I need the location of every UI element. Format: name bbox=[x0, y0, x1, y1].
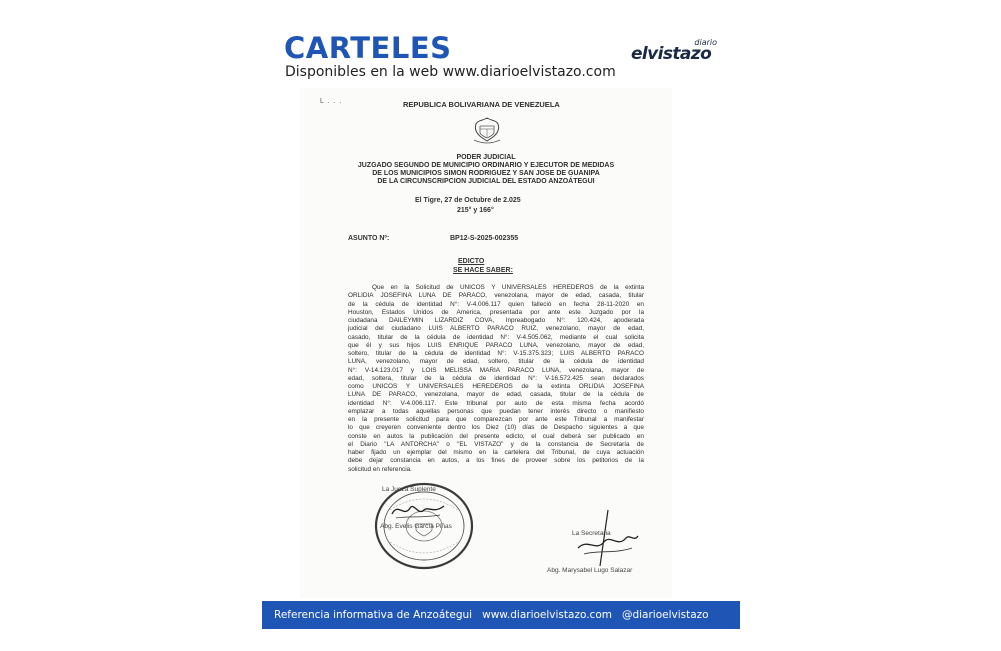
body-line: de la cédula de identidad N°: V-4.006.117 quien falleció en fecha 28-11-2020 en bbox=[348, 300, 644, 308]
scanned-edict-document bbox=[300, 88, 672, 598]
brand-title: CARTELES bbox=[284, 31, 452, 65]
hace-saber-heading: SE HACE SABER: bbox=[453, 267, 513, 274]
body-line: lo que creyeren conveniente dentro los Diez (10) días de Despacho siguientes a que bbox=[348, 424, 644, 432]
court-header-line: JUZGADO SEGUNDO DE MUNICIPIO ORDINARIO Y EJECUTOR DE MEDIDAS bbox=[357, 162, 615, 169]
court-header-line: PODER JUDICIAL bbox=[456, 154, 516, 161]
body-line: ciudadana DAILEYMIN LIZARDIZ COVA, Inpreabogado N°: 120.424, apoderada bbox=[348, 317, 644, 324]
edict-body bbox=[348, 284, 644, 474]
court-header-line: DE LOS MUNICIPIOS SIMON RODRIGUEZ Y SAN JOSE DE GUANIPA bbox=[372, 170, 600, 177]
court-header bbox=[300, 154, 672, 186]
footer-website-link[interactable]: www.diarioelvistazo.com bbox=[482, 609, 612, 621]
body-line: ORLIDIA JOSEFINA LUNA DE PARACO, venezolana, mayor de edad, casada, titular bbox=[348, 292, 644, 300]
judge-name: Abg. Evelis García Piñas bbox=[380, 523, 452, 530]
republic-heading: REPUBLICA BOLIVARIANA DE VENEZUELA bbox=[403, 100, 560, 109]
body-line: como UNICOS Y UNIVERSALES HEREDEROS de la extinta ORLIDIA JOSEFINA bbox=[348, 383, 644, 390]
asunto-value: BP12-S-2025-002355 bbox=[450, 235, 519, 242]
judge-title: La Jueza Suplente bbox=[382, 486, 436, 493]
body-line: el Diario "LA ANTORCHA" o "EL VISTAZO" y de la constancia de Secretaría de bbox=[348, 440, 644, 448]
judge-signature-icon bbox=[388, 498, 448, 522]
body-line: identidad N°: V-4.006.117. Este tribunal por auto de esta misma fecha acordó bbox=[348, 399, 644, 407]
corner-mark: L . . . bbox=[320, 98, 343, 105]
brand-subtitle: Disponibles en la web www.diarioelvistazo.com bbox=[285, 64, 616, 80]
body-line: N°: V-14.123.017 y LOIS MELISSA MARIA PARACO LUNA, venezolana, mayor de bbox=[348, 366, 644, 374]
body-line: Houston, Estados Unidos de America, presentada por ante este Juzgado por la bbox=[348, 308, 644, 316]
body-line: emplazar a todas aquellas personas que puedan tener interés directo o manifiesto bbox=[348, 407, 644, 415]
elvistazo-logo bbox=[631, 38, 717, 66]
secretary-title: La Secretaria bbox=[572, 530, 611, 537]
coat-of-arms-icon bbox=[470, 116, 504, 146]
logo-diario-text: diario bbox=[694, 38, 717, 47]
body-line: edad, soltera, titular de la cédula de identidad N°: V-16.572.425 sean declarados bbox=[348, 374, 644, 382]
body-line: LUNA, venezolano, mayor de edad, soltero, titular de la cédula de identidad bbox=[348, 358, 644, 366]
footer-social-handle[interactable]: @diarioelvistazo bbox=[621, 609, 709, 621]
body-line: que él y sus hijos LUIS ENRIQUE PARACO LUNA, venezolano, mayor de edad, bbox=[348, 341, 644, 349]
court-header-line: DE LA CIRCUNSCRIPCION JUDICIAL DEL ESTADO ANZOÁTEGUI bbox=[377, 178, 595, 185]
asunto-label: ASUNTO Nº: bbox=[348, 235, 390, 242]
footer-bar bbox=[262, 601, 740, 629]
body-line: debe dejar constancia en autos, a los fines de proveer sobre los petitorios de la bbox=[348, 457, 644, 465]
years-line: 215° y 166° bbox=[457, 207, 494, 214]
secretary-name: Abg. Marysabel Lugo Salazar bbox=[547, 567, 633, 574]
footer-reference: Referencia informativa de Anzoátegui bbox=[274, 609, 473, 621]
dateline: El Tigre, 27 de Octubre de 2.025 bbox=[415, 197, 521, 204]
body-line: haber fijado un ejemplar del mismo en la cartelera del Tribunal, de cuya actuación bbox=[348, 449, 644, 456]
body-line: judicial del ciudadano LUIS ALBERTO PARACO RUIZ, venezolano, mayor de edad, bbox=[348, 325, 644, 333]
logo-main-text: elvistazo bbox=[631, 44, 712, 64]
secretary-signature-icon bbox=[570, 508, 640, 568]
body-line: conste en autos la publicación del presente edicto, el cual deberá ser publicado en bbox=[348, 432, 644, 440]
body-line: solicitud en referencia. bbox=[348, 465, 412, 473]
body-line: soltero, titular de la cédula de identidad N°: V-15.375.323; LUIS ALBERTO PARACO bbox=[348, 350, 644, 357]
body-line: Que en la Solicitud de UNICOS Y UNIVERSALES HEREDEROS de la extinta bbox=[372, 284, 644, 291]
body-line: casado, titular de la cédula de identidad N°: V-4.505.062, mediante el cual solicita bbox=[348, 333, 644, 341]
edicto-heading: EDICTO bbox=[458, 258, 485, 265]
body-line: en la presente solicitud para que comparezcan por ante este Tribunal a manifestar bbox=[348, 416, 644, 423]
body-line: LUNA DE PARACO, venezolana, mayor de edad, casada, titular de la cédula de bbox=[348, 391, 644, 399]
